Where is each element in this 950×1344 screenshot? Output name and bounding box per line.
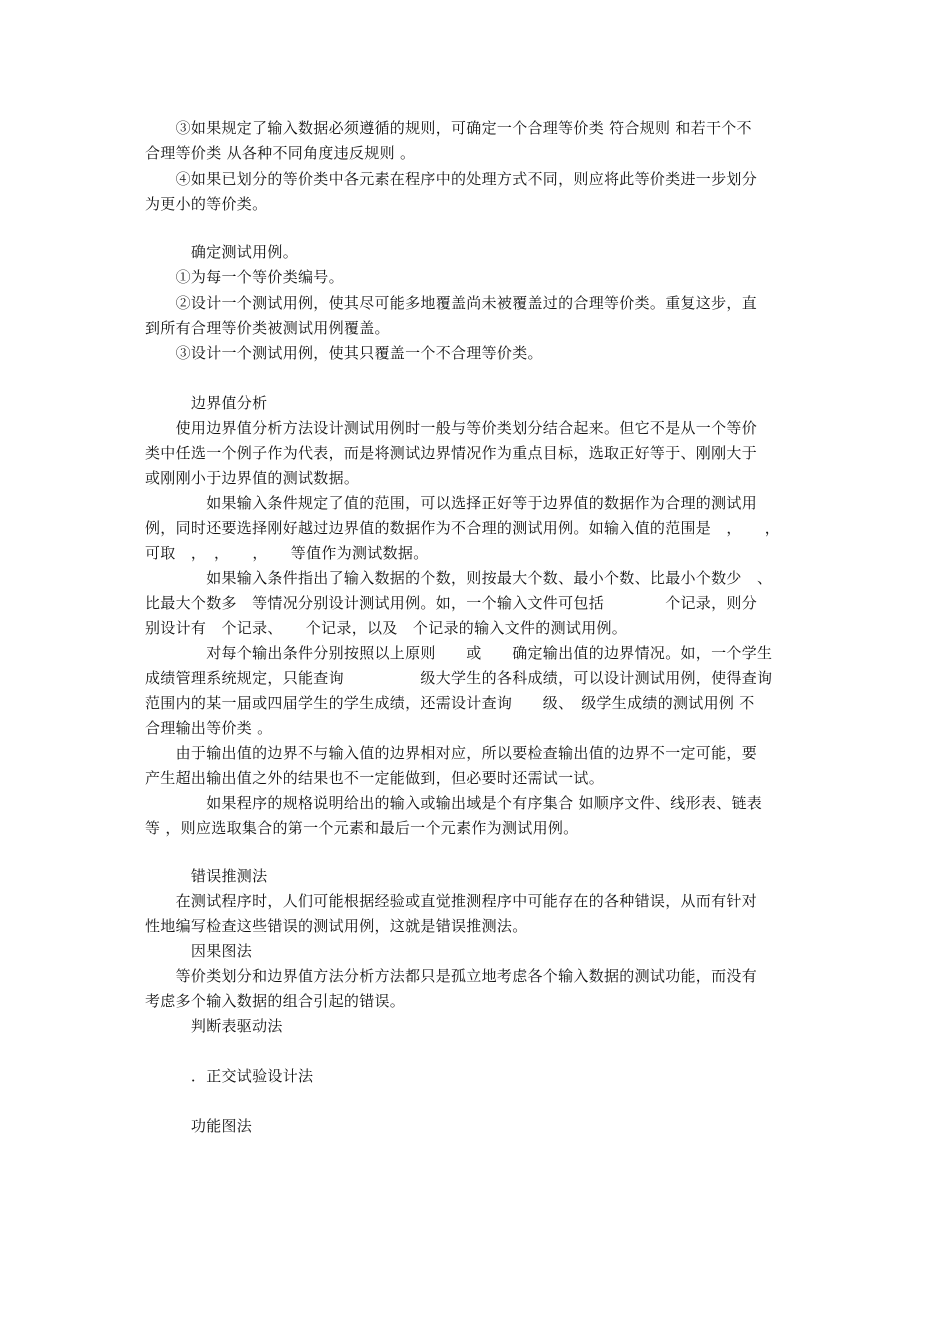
section-heading: 功能图法	[145, 1117, 253, 1135]
paragraph-line: 例，同时还要选择刚好越过边界值的数据作为不合理的测试用例。如输入值的范围是 ， ，	[145, 519, 781, 537]
section-heading: ．正交试验设计法	[145, 1067, 314, 1085]
paragraph-line: 如果输入条件规定了值的范围，可以选择正好等于边界值的数据作为合理的测试用	[145, 494, 758, 512]
paragraph-line: 等价类划分和边界值方法分析方法都只是孤立地考虑各个输入数据的测试功能，而没有	[145, 967, 758, 985]
paragraph-line: 如果输入条件指出了输入数据的个数，则按最大个数、最小个数、比最小个数少 、	[145, 569, 773, 587]
paragraph-line: 类中任选一个例子作为代表，而是将测试边界情况作为重点目标，选取正好等于、刚刚大于	[145, 444, 758, 462]
section-heading: 确定测试用例。	[145, 243, 299, 261]
paragraph-line: ③如果规定了输入数据必须遵循的规则，可确定一个合理等价类 符合规则 和若干个不	[145, 119, 752, 137]
paragraph-line: 为更小的等价类。	[145, 195, 268, 213]
paragraph-line: 合理输出等价类 。	[145, 719, 273, 737]
section-heading: 边界值分析	[145, 394, 268, 412]
paragraph-line: 或刚刚小于边界值的测试数据。	[145, 469, 360, 487]
paragraph-line: 比最大个数多 等情况分别设计测试用例。如，一个输入文件可包括 个记录，则分	[145, 594, 758, 612]
paragraph-line: 在测试程序时，人们可能根据经验或直觉推测程序中可能存在的各种错误，从而有针对	[145, 892, 758, 910]
section-heading: 错误推测法	[145, 867, 268, 885]
paragraph-line: 如果程序的规格说明给出的输入或输出域是个有序集合 如顺序文件、线形表、链表	[145, 794, 763, 812]
section-heading: 判断表驱动法	[145, 1017, 283, 1035]
paragraph-line: 使用边界值分析方法设计测试用例时一般与等价类划分结合起来。但它不是从一个等价	[145, 419, 758, 437]
paragraph-line: 考虑多个输入数据的组合引起的错误。	[145, 992, 406, 1010]
paragraph-line: 产生超出输出值之外的结果也不一定能做到，但必要时还需试一试。	[145, 769, 605, 787]
paragraph-line: 别设计有 个记录、 个记录，以及 个记录的输入文件的测试用例。	[145, 619, 628, 637]
paragraph-line: ③设计一个测试用例，使其只覆盖一个不合理等价类。	[145, 344, 543, 362]
paragraph-line: 到所有合理等价类被测试用例覆盖。	[145, 319, 390, 337]
paragraph-line: ②设计一个测试用例，使其尽可能多地覆盖尚未被覆盖过的合理等价类。重复这步，直	[145, 294, 758, 312]
paragraph-line: ④如果已划分的等价类中各元素在程序中的处理方式不同，则应将此等价类进一步划分	[145, 170, 758, 188]
paragraph-line: 由于输出值的边界不与输入值的边界相对应，所以要检查输出值的边界不一定可能，要	[145, 744, 758, 762]
paragraph-line: 性地编写检查这些错误的测试用例，这就是错误推测法。	[145, 917, 528, 935]
paragraph-line: ①为每一个等价类编号。	[145, 268, 344, 286]
paragraph-line: 范围内的某一届或四届学生的学生成绩，还需设计查询 级、 级学生成绩的测试用例 不	[145, 694, 755, 712]
paragraph-line: 可取 ， ， ， 等值作为测试数据。	[145, 544, 429, 562]
paragraph-line: 合理等价类 从各种不同角度违反规则 。	[145, 144, 416, 162]
paragraph-line: 等 ，则应选取集合的第一个元素和最后一个元素作为测试用例。	[145, 819, 579, 837]
paragraph-line: 成绩管理系统规定，只能查询 级大学生的各科成绩，可以设计测试用例，使得查询	[145, 669, 773, 687]
paragraph-line: 对每个输出条件分别按照以上原则 或 确定输出值的边界情况。如，一个学生	[145, 644, 773, 662]
section-heading: 因果图法	[145, 942, 253, 960]
